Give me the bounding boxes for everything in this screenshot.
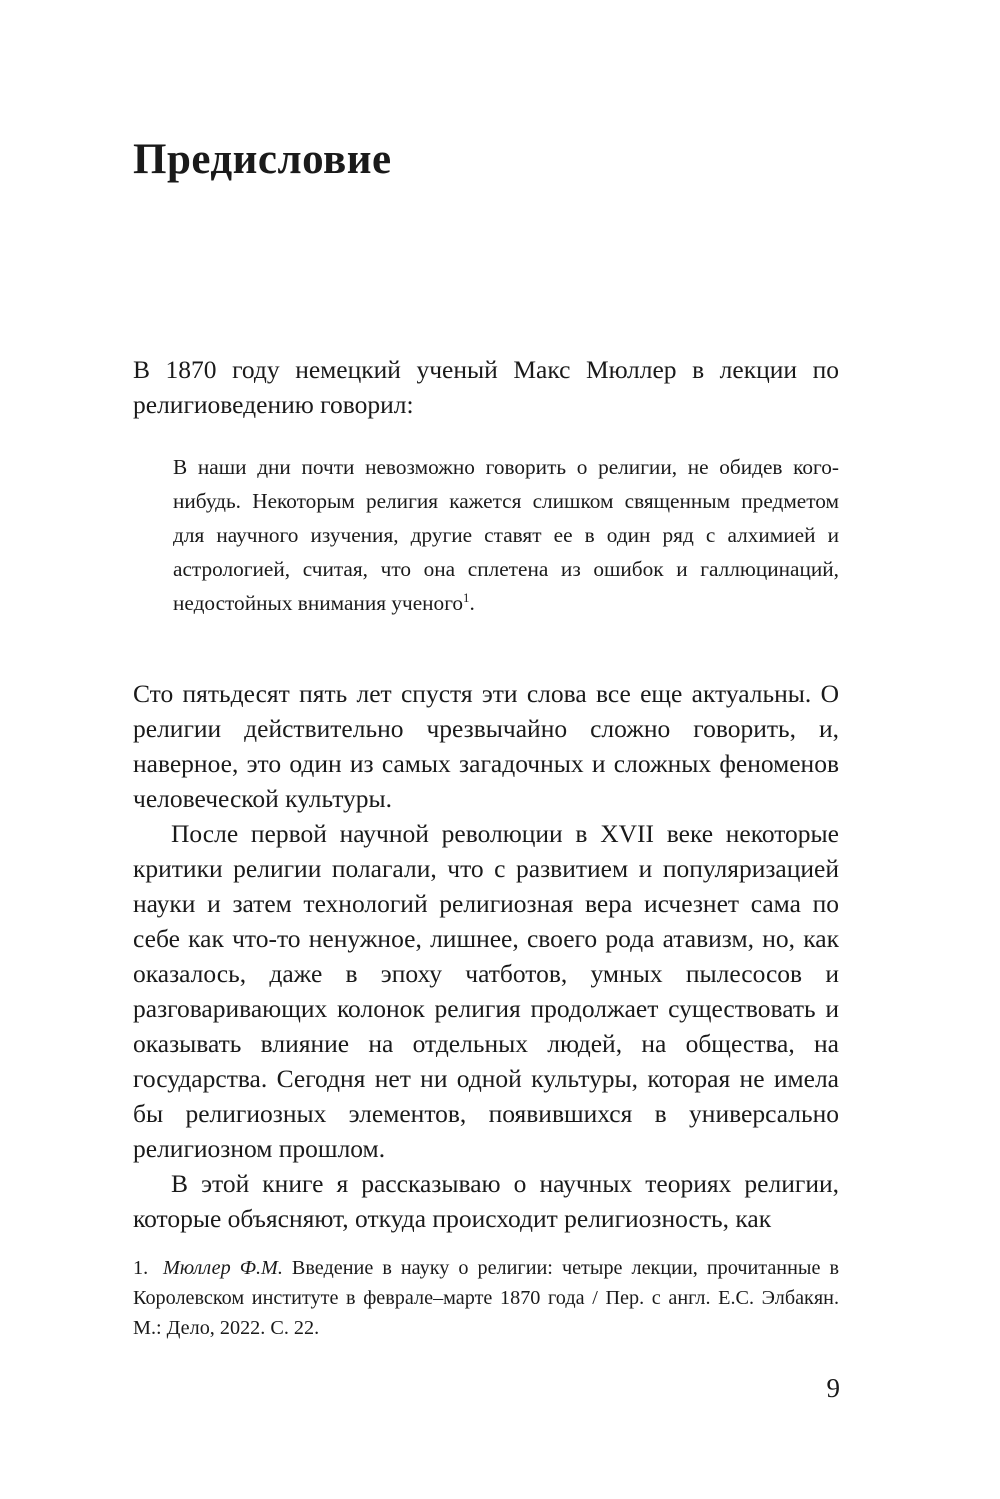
- quote-end: .: [469, 591, 475, 615]
- footnote-number: 1.: [133, 1257, 149, 1279]
- footnote-reference: 1: [463, 590, 470, 605]
- footnote-text: Введение в науку о религии: четыре лекции, прочитанные в Королевском институте в феврале–марте 1870 года / Пер. с англ. Е.С. Элбакян. М.: Дело, 2022. С. 22.: [133, 1257, 839, 1339]
- quote-text: В наши дни почти невозможно говорить о религии, не обидев кого-нибудь. Некоторым религия кажется слишком священным предметом для научного изучения, другие ставят ее в один ряд с алхимией и астрологией, считая, что она сплетена из ошибок и галлюцинаций, недостойных внимания ученого: [173, 455, 839, 615]
- body-text: [133, 676, 839, 1236]
- body-paragraph-2: После первой научной революции в XVII веке некоторые критики религии полагали, что с развитием и популяризацией науки и затем технологий религиозная вера исчезнет сама по себе как что-то ненужное, лишнее, своего рода атавизм, но, как оказалось, даже в эпоху чатботов, умных пылесосов и разговаривающих колонок религия продолжает существовать и оказывать влияние на отдельных людей, на общества, на государства. Сегодня нет ни одной культуры, которая не имела бы религиозных элементов, появившихся в универсально религиозном прошлом.: [133, 819, 839, 1163]
- footnote-author: Мюллер Ф.М.: [163, 1257, 283, 1279]
- body-paragraph-3: В этой книге я рассказываю о научных теориях религии, которые объясняют, откуда происходит религиозность, как: [133, 1169, 839, 1233]
- intro-paragraph: В 1870 году немецкий ученый Макс Мюллер в лекции по религиоведению говорил:: [133, 355, 839, 419]
- footnote: [133, 1253, 839, 1343]
- page-number: 9: [826, 1373, 840, 1403]
- block-quote: [173, 450, 839, 620]
- chapter-title: Предисловие: [133, 136, 392, 183]
- body-paragraph-1: Сто пятьдесят пять лет спустя эти слова все еще актуальны. О религии действительно чрезвычайно сложно говорить, и, наверное, это один из самых загадочных и сложных феноменов человеческой культуры.: [133, 679, 839, 813]
